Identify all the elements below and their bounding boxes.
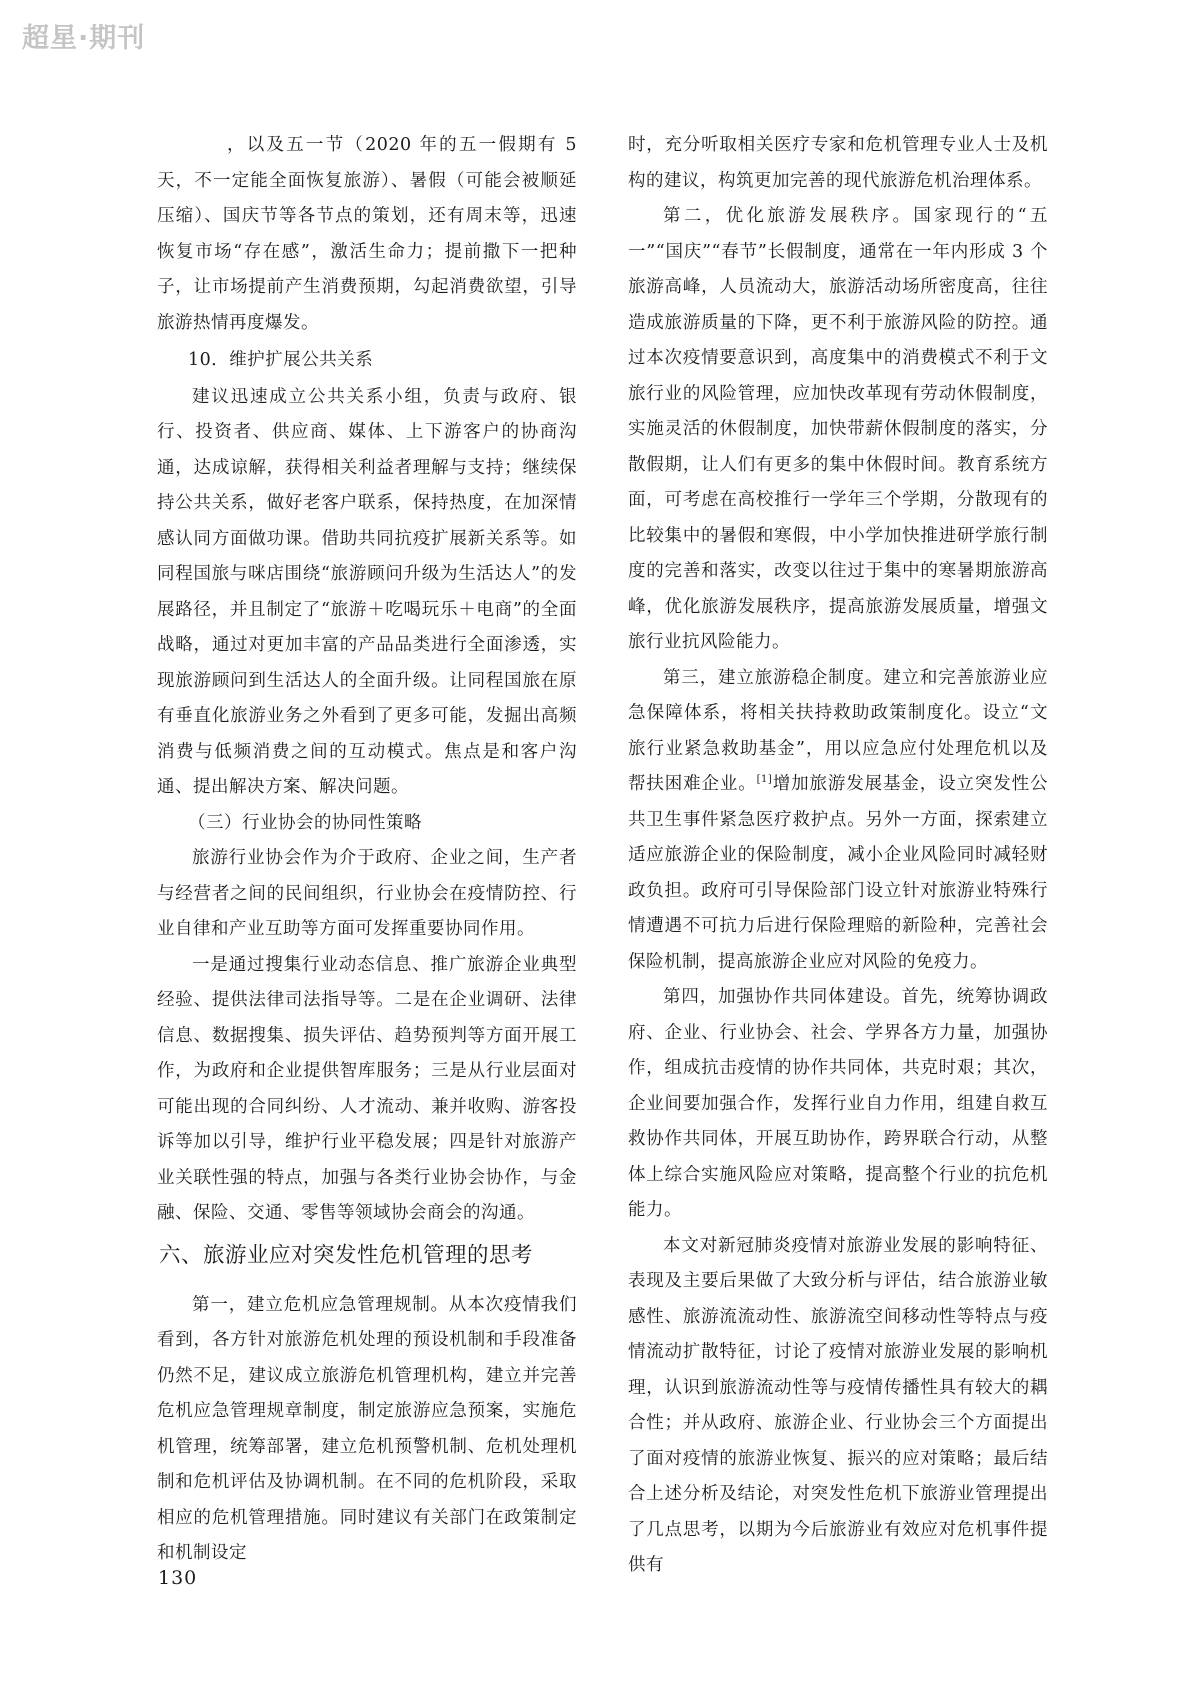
paragraph: 旅游行业协会作为介于政府、企业之间，生产者与经营者之间的民间组织，行业协会在疫情防控、行业自律和产业互助等方面可发挥重要协同作用。 [157,848,577,939]
paragraph: 第二，优化旅游发展秩序。国家现行的“五一”“国庆”“春节”长假制度，通常在一年内形成 3 个旅游高峰，人员流动大，旅游活动场所密度高，往往造成旅游质量的下降，更不利于旅游风险的防控。通过本次疫情要意识到，高度集中的消费模式不利于文旅行业的风险管理，应加快改革现有劳动休假制度，实施灵活的休假制度，加快带薪休假制度的落实，分散假期，让人们有更多的集中休假时间。教育系统方面，可考虑在高校推行一学年三个学期，分散现有的比较集中的暑假和寒假，中小学加快推进研学旅行制度的完善和落实，改变以往过于集中的寒暑期旅游高峰，优化旅游发展秩序，提高旅游发展质量，增强文旅行业抗风险能力。 [628,206,1048,652]
right-column [628,128,1048,1584]
paragraph: 建议迅速成立公共关系小组，负责与政府、银行、投资者、供应商、媒体、上下游客户的协商沟通，达成谅解，获得相关利益者理解与支持；继续保持公共关系，做好老客户联系，保持热度，在加深情感认同方面做功课。借助共同抗疫扩展新关系等。如同程国旅与咪店围绕“旅游顾问升级为生活达人”的发展路径，并且制定了“旅游＋吃喝玩乐＋电商”的全面战略，通过对更加丰富的产品品类进行全面渗透，实现旅游顾问到生活达人的全面升级。让同程国旅在原有垂直化旅游业务之外看到了更多可能，发掘出高频消费与低频消费之间的互动模式。焦点是和客户沟通、提出解决方案、解决问题。 [157,386,577,797]
subheading: 10．维护扩展公共关系 [188,350,374,370]
paragraph: 第四，加强协作共同体建设。首先，统筹协调政府、企业、行业协会、社会、学界各方力量，加强协作，组成抗击疫情的协作共同体，共克时艰；其次，企业间要加强合作，发挥行业自力作用，组建自救互救协作共同体，开展互助协作，跨界联合行动，从整体上综合实施风险应对策略，提高整个行业的抗危机能力。 [628,987,1048,1220]
paragraph-text: 第三，建立旅游稳企制度。建立和完善旅游业应急保障体系，将相关扶持救助政策制度化。设立“文旅行业紧急救助基金”，用以应急应付处理危机以及帮扶困难企业。 [628,667,1048,794]
page-number: 130 [158,1567,198,1589]
section-heading: 六、旅游业应对突发性危机管理的思考 [159,1242,534,1268]
left-column [157,128,577,1572]
paragraph: ，以及五一节（2020 年的五一假期有 5 天，不一定能全面恢复旅游）、暑假（可能会被顺延压缩）、国庆节等各节点的策划，还有周末等，迅速恢复市场“存在感”，激活生命力；提前撒下一把种子，让市场提前产生消费预期，勾起消费欲望，引导旅游热情再度爆发。 [157,135,577,333]
brand-watermark: 超星·期刊 [22,23,146,54]
citation-marker: [1] [756,774,773,786]
paragraph [628,661,1048,981]
paragraph: 一是通过搜集行业动态信息、推广旅游企业典型经验、提供法律司法指导等。二是在企业调研、法律信息、数据搜集、损失评估、趋势预判等方面开展工作，为政府和企业提供智库服务；三是从行业层面对可能出现的合同纠纷、人才流动、兼并收购、游客投诉等加以引导，维护行业平稳发展；四是针对旅游产业关联性强的特点，加强与各类行业协会协作，与金融、保险、交通、零售等领域协会商会的沟通。 [157,954,577,1223]
paragraph-text: 增加旅游发展基金，设立突发性公共卫生事件紧急医疗救护点。另外一方面，探索建立适应旅游企业的保险制度，减小企业风险同时减轻财政负担。政府可引导保险部门设立针对旅游业特殊行情遭遇不可抗力后进行保险理赔的新险种，完善社会保险机制，提高旅游企业应对风险的免疫力。 [628,774,1049,972]
paragraph: 本文对新冠肺炎疫情对旅游业发展的影响特征、表现及主要后果做了大致分析与评估，结合旅游业敏感性、旅游流流动性、旅游流空间移动性等特点与疫情流动扩散特征，讨论了疫情对旅游业发展的影响机理，认识到旅游流动性等与疫情传播性具有较大的耦合性；并从政府、旅游企业、行业协会三个方面提出了面对疫情的旅游业恢复、振兴的应对策略；最后结合上述分析及结论，对突发性危机下旅游业管理提出了几点思考，以期为今后旅游业有效应对危机事件提供有 [628,1235,1048,1575]
paragraph: 第一，建立危机应急管理规制。从本次疫情我们看到，各方针对旅游危机处理的预设机制和手段准备仍然不足，建议成立旅游危机管理机构，建立并完善危机应急管理规章制度，制定旅游应急预案，实施危机管理，统筹部署，建立危机预警机制、危机处理机制和危机评估及协调机制。在不同的危机阶段，采取相应的危机管理措施。同时建议有关部门在政策制定和机制设定 [157,1294,577,1563]
paragraph: 时，充分听取相关医疗专家和危机管理专业人士及机构的建议，构筑更加完善的现代旅游危机治理体系。 [628,135,1048,191]
subheading: （三）行业协会的协同性策略 [188,812,422,833]
